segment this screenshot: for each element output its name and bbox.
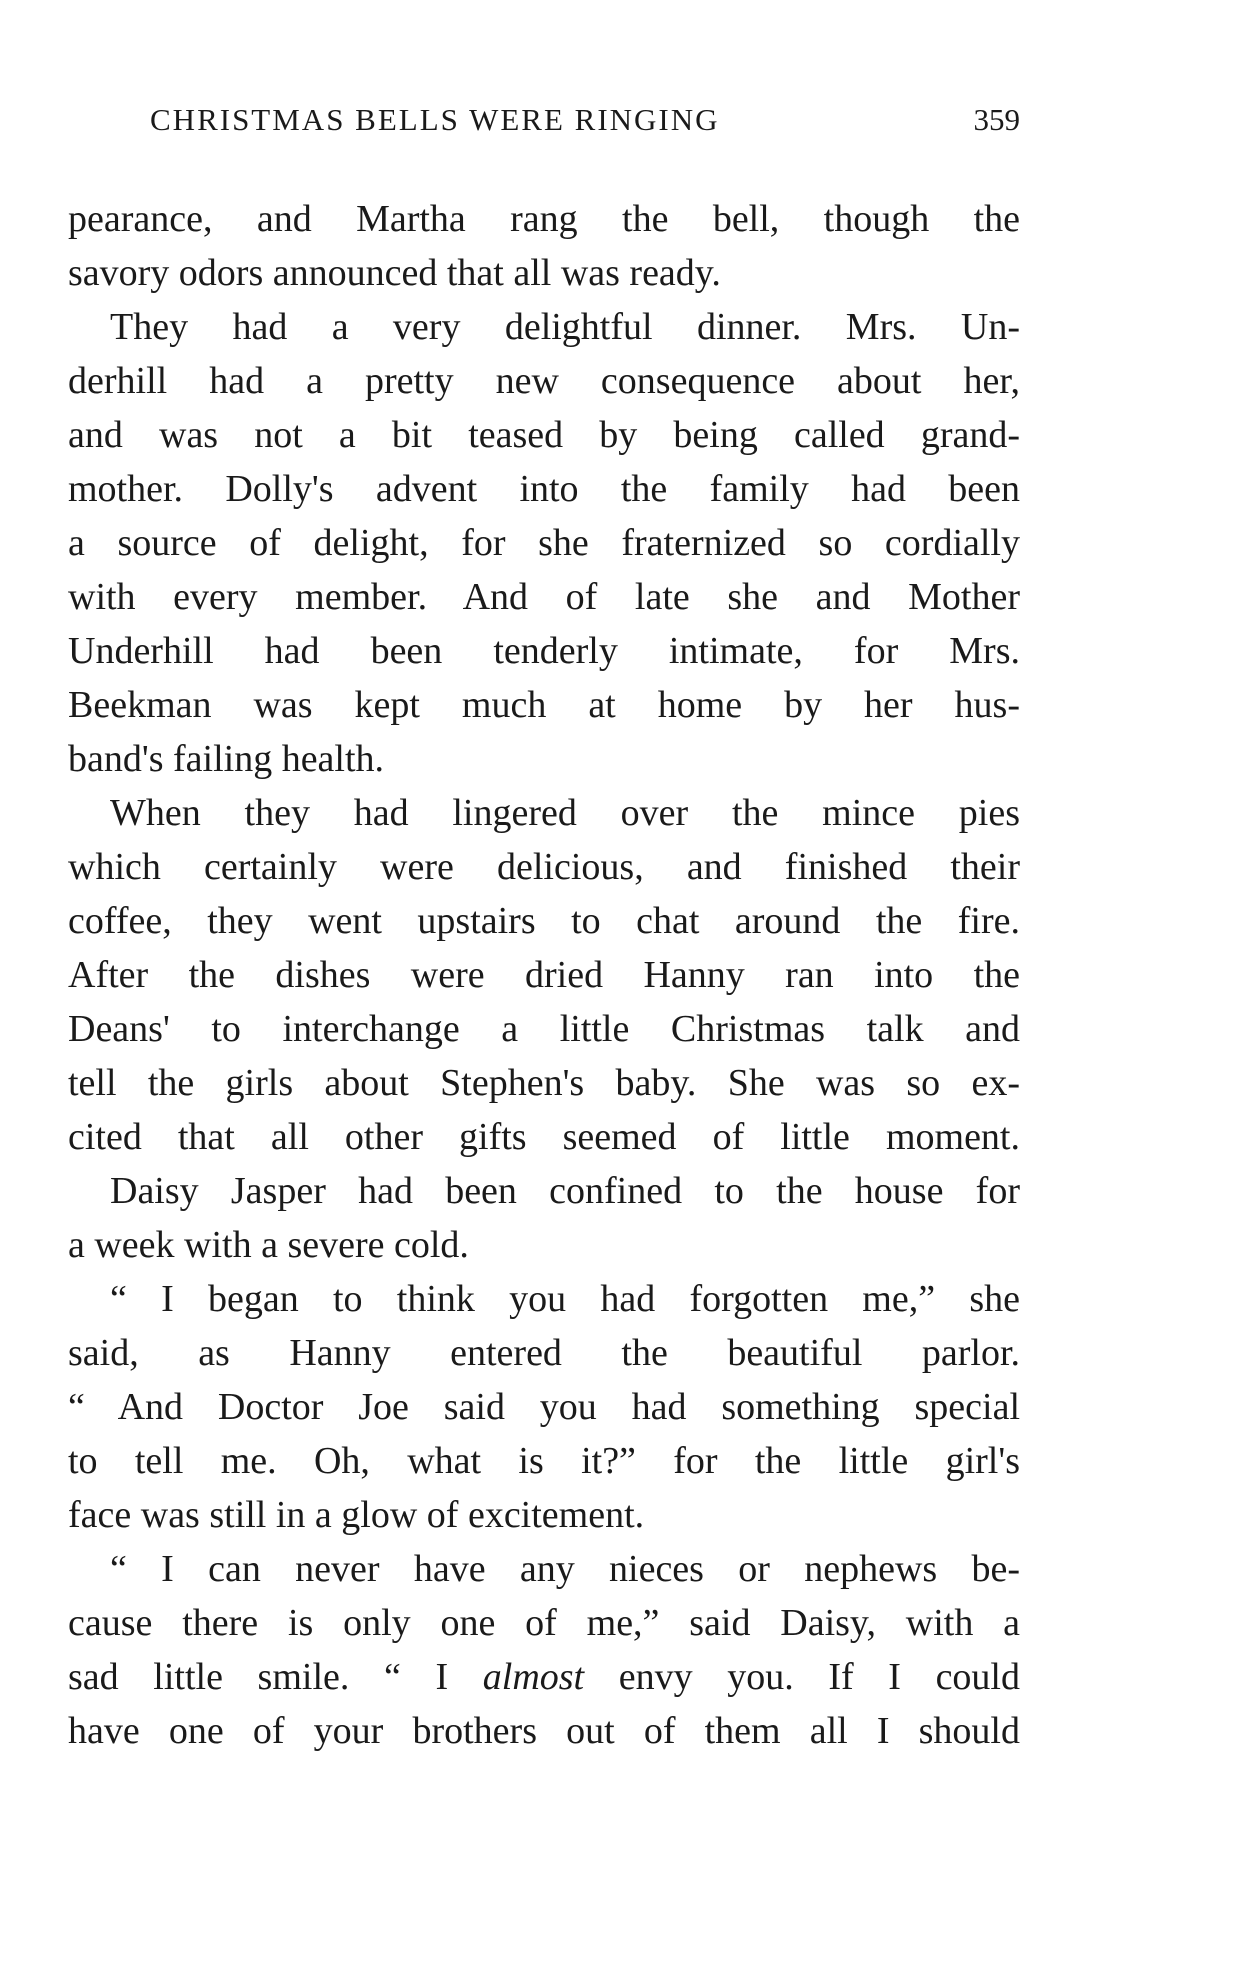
text-line: After the dishes were dried Hanny ran into the: [68, 954, 1020, 996]
running-header: [150, 102, 1020, 146]
text-line: “ And Doctor Joe said you had something special: [68, 1386, 1020, 1428]
running-title: CHRISTMAS BELLS WERE RINGING: [150, 102, 720, 137]
text-line: to tell me. Oh, what is it?” for the little girl's: [68, 1440, 1020, 1482]
paragraph-first-line: They had a very delightful dinner. Mrs. Un-: [110, 306, 1020, 348]
text-line: savory odors announced that all was ready.: [68, 252, 721, 294]
text-line: tell the girls about Stephen's baby. She was so ex-: [68, 1062, 1020, 1104]
text-line: Deans' to interchange a little Christmas talk and: [68, 1008, 1020, 1050]
text-line: band's failing health.: [68, 738, 385, 780]
text-line: Beekman was kept much at home by her hus-: [68, 684, 1020, 726]
paragraph-first-line: “ I can never have any nieces or nephews be-: [110, 1548, 1020, 1590]
text-line-with-emphasis: [68, 1650, 1020, 1704]
text-line: a week with a severe cold.: [68, 1224, 469, 1266]
text-line: coffee, they went upstairs to chat around the fire.: [68, 900, 1020, 942]
emphasized-word: almost: [482, 1656, 585, 1698]
text-line: and was not a bit teased by being called grand-: [68, 414, 1020, 456]
text-line: which certainly were delicious, and finished their: [68, 846, 1020, 888]
text-line: Underhill had been tenderly intimate, for Mrs.: [68, 630, 1020, 672]
text-line: said, as Hanny entered the beautiful parlor.: [68, 1332, 1020, 1374]
paragraph-first-line: “ I began to think you had forgotten me,” she: [110, 1278, 1020, 1320]
text-line: a source of delight, for she fraternized so cordially: [68, 522, 1020, 564]
text-segment: sad little smile. “ I: [68, 1656, 483, 1698]
text-line: cause there is only one of me,” said Daisy, with a: [68, 1602, 1020, 1644]
text-line: face was still in a glow of excitement.: [68, 1494, 645, 1536]
paragraph-first-line: Daisy Jasper had been confined to the house for: [110, 1170, 1020, 1212]
body-text: [68, 192, 1020, 1758]
text-segment: envy you. If I could: [584, 1656, 1020, 1698]
page-number: 359: [973, 102, 1020, 137]
text-line: derhill had a pretty new consequence about her,: [68, 360, 1020, 402]
text-line: have one of your brothers out of them all I should: [68, 1710, 1020, 1752]
text-line: pearance, and Martha rang the bell, though the: [68, 198, 1020, 240]
text-line: with every member. And of late she and Mother: [68, 576, 1020, 618]
paragraph-first-line: When they had lingered over the mince pies: [110, 792, 1020, 834]
text-line: cited that all other gifts seemed of little moment.: [68, 1116, 1020, 1158]
text-line: mother. Dolly's advent into the family had been: [68, 468, 1020, 510]
